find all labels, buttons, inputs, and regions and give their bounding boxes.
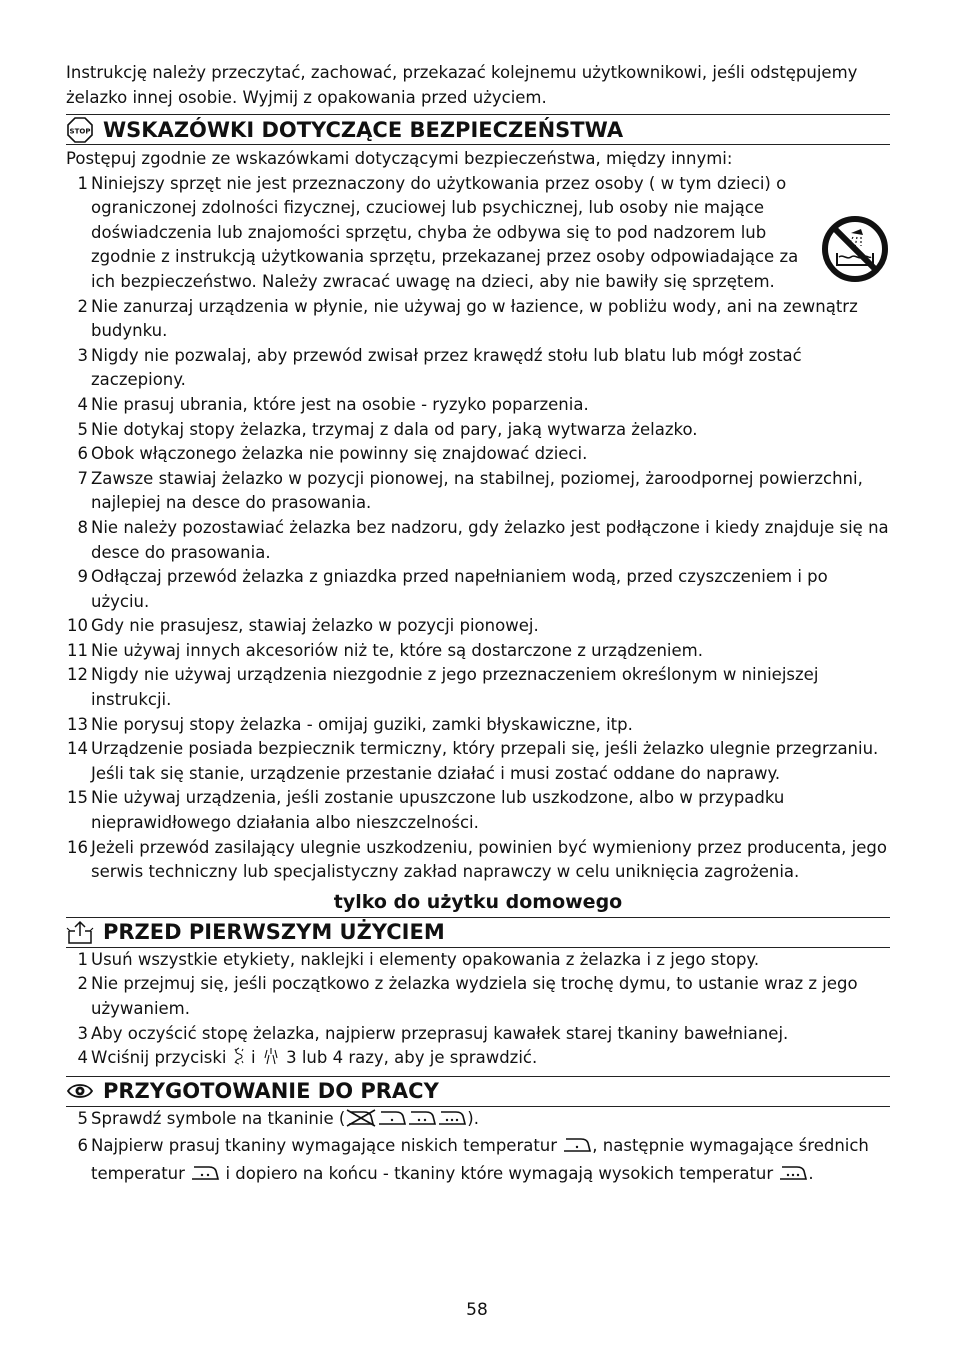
safety-lead: Postępuj zgodnie ze wskazówkami dotyczącymi bezpieczeństwa, między innymi: [66, 149, 733, 168]
list-item: 2 Nie przejmuj się, jeśli początkowo z żelazka wydziela się trochę dymu, to ustanie wraz z jego używaniem. [77, 974, 858, 1018]
page-content [66, 60, 890, 1190]
list-item: 1 Niniejszy sprzęt nie jest przeznaczony do użytkowania przez osoby ( w tym dzieci) o ograniczonej zdolności fizycznej, czuciowej lub psychicznej, lub osoby nie mające doświadczenia lub znajomości sprzętu, chyba że odbywa się to pod nadzorem lub zgodnie z instrukcją użytkowania sprzętu, przekazanej przez osoby odpowiadające za ich bezpieczeństwo. Należy zwracać uwagę na dzieci, aby nie bawiły się sprzętem. [77, 173, 799, 291]
list-item: 4 Wciśnij przyciski i 3 lub 4 razy, aby je sprawdzić. [66, 1046, 890, 1074]
eye-icon [66, 1079, 94, 1103]
list-item: 10 Gdy nie prasujesz, stawiaj żelazko w pozycji pionowej. [67, 616, 539, 636]
first-use-heading [66, 917, 890, 948]
stop-icon-label: STOP [69, 127, 91, 135]
preparation-list [66, 1107, 890, 1190]
list-item: 2 Nie zanurzaj urządzenia w płynie, nie używaj go w łazience, w pobliżu wody, ani na zewnątrz budynku. [77, 296, 858, 341]
list-item: 11 Nie używaj innych akcesoriów niż te, które są dostarczone z urządzeniem. [67, 640, 703, 660]
list-item: 6 Najpierw prasuj tkaniny wymagające niskich temperatur , następnie wymagające średnich temperatur i dopiero na końcu - tkaniny które wymagają wysokich temperatur . [66, 1134, 890, 1189]
iron-two-dots-icon [407, 1109, 437, 1135]
list-item: 15 Nie używaj urządzenia, jeśli zostanie upuszczone lub uszkodzone, albo w przypadku nieprawidłowego działania albo nieszczelności. [67, 788, 785, 833]
list-item: 14 Urządzenie posiada bezpiecznik termiczny, który przepali się, jeśli żelazko ulegnie przegrzaniu. Jeśli tak się stanie, urządzenie przestanie działać i musi zostać oddane do naprawy. [67, 739, 879, 783]
list-item: 8 Nie należy pozostawiać żelazka bez nadzoru, gdy żelazko jest podłączone i kiedy znajduje się na desce do prasowania. [77, 517, 889, 562]
no-iron-icon [345, 1109, 377, 1135]
page-number: 58 [466, 1300, 488, 1320]
list-item: 4 Nie prasuj ubrania, które jest na osobie - ryzyko poparzenia. [77, 394, 589, 414]
preparation-title: PRZYGOTOWANIE DO PRACY [103, 1079, 439, 1104]
iron-one-dot-icon [562, 1136, 592, 1162]
stop-icon [66, 118, 94, 142]
list-item: 7 Zawsze stawiaj żelazko w pozycji pionowej, na stabilnej, poziomej, żaroodpornej powierzchni, najlepiej na desce do prasowania. [77, 468, 863, 513]
first-use-list [66, 948, 890, 1046]
spray-icon [261, 1046, 281, 1074]
list-item: 9 Odłączaj przewód żelazka z gniazdka przed napełnianiem wodą, przed czyszczeniem i po użyciu. [77, 567, 828, 611]
list-item: 16 Jeżeli przewód zasilający ulegnie uszkodzeniu, powinien być wymieniony przez producenta, jego serwis techniczny lub specjalistyczny zakład naprawczy w celu uniknięcia zagrożenia. [67, 837, 887, 882]
first-use-list-extra [66, 1046, 890, 1074]
household-note: tylko do użytku domowego [333, 890, 623, 913]
preparation-heading [66, 1076, 890, 1107]
iron-three-dots-icon [437, 1109, 467, 1135]
safety-list [66, 172, 890, 885]
steam-burst-icon [232, 1046, 246, 1074]
list-item: 5 Sprawdź symbole na tkaninie ( ). [66, 1107, 890, 1135]
iron-one-dot-icon [377, 1109, 407, 1135]
unpack-box-icon [66, 920, 94, 944]
safety-heading [66, 114, 890, 145]
iron-two-dots-icon [190, 1164, 220, 1190]
first-use-title: PRZED PIERWSZYM UŻYCIEM [103, 920, 445, 945]
intro-text: Instrukcję należy przeczytać, zachować, przekazać kolejnemu użytkownikowi, jeśli odstępujemy żelazko innej osobie. Wyjmij z opakowania przed użyciem. [66, 63, 858, 107]
list-item: 3 Nigdy nie pozwalaj, aby przewód zwisał przez krawędź stołu lub blatu lub mógł zostać zaczepiony. [77, 345, 802, 390]
no-water-warning-icon [821, 215, 889, 283]
list-item: 5 Nie dotykaj stopy żelazka, trzymaj z dala od pary, jaką wytwarza żelazko. [77, 419, 698, 439]
safety-title: WSKAZÓWKI DOTYCZĄCE BEZPIECZEŃSTWA [103, 117, 624, 142]
iron-three-dots-icon [778, 1164, 808, 1190]
list-item: 6 Obok włączonego żelazka nie powinny się znajdować dzieci. [77, 444, 588, 464]
list-item: 13 Nie porysuj stopy żelazka - omijaj guziki, zamki błyskawiczne, itp. [67, 714, 633, 734]
list-item: 12 Nigdy nie używaj urządzenia niezgodnie z jego przeznaczeniem określonym w niniejszej instrukcji. [67, 665, 819, 710]
list-item: 3 Aby oczyścić stopę żelazka, najpierw przeprasuj kawałek starej tkaniny bawełnianej. [77, 1023, 789, 1043]
list-item: 1 Usuń wszystkie etykiety, naklejki i elementy opakowania z żelazka i z jego stopy. [77, 949, 760, 969]
